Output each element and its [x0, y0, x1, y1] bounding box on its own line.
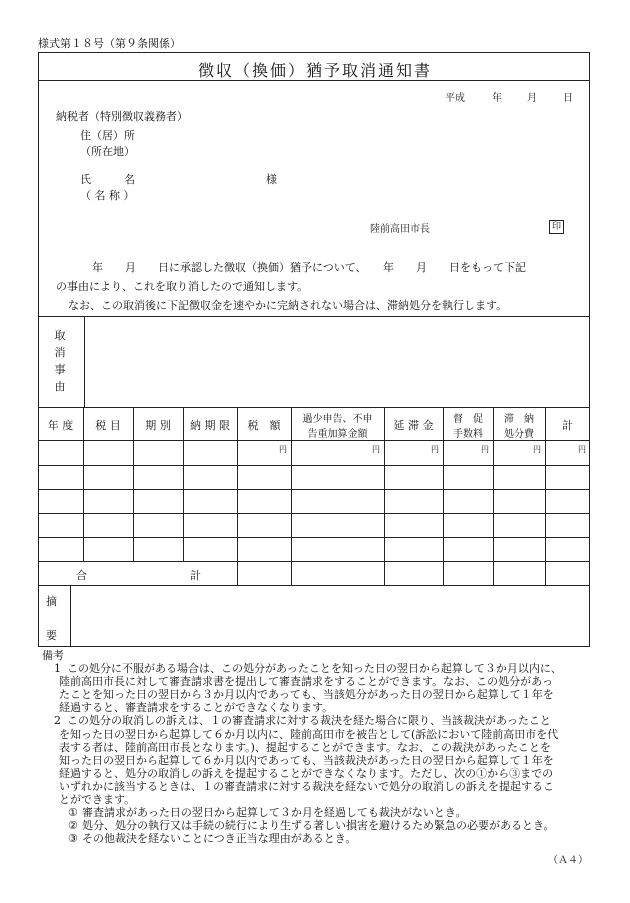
name-label: 氏 名 [80, 173, 135, 186]
header-disposition-cost-line-1: 滞 納 [504, 414, 534, 425]
paper-size: （Ａ４） [548, 855, 588, 866]
date-era: 平成 [445, 93, 465, 104]
header-disposition-cost-line-2: 処分費 [504, 429, 534, 440]
table-header-bottom-line [38, 440, 590, 441]
reason-label-char: 消 [54, 346, 66, 359]
date-day-label: 日 [563, 93, 573, 104]
note-line: 知った日の翌日から起算して６か月以内であっても、当該裁決があった日の翌日から起算して１年を [59, 753, 554, 767]
remarks-divider [70, 585, 71, 646]
note-line: 経過すると、審査請求をすることができなくなります。 [59, 701, 334, 715]
body-line-1: 年 月 日に承認した徴収（換価）猶予について、 年 月 日をもって下記 [92, 261, 527, 274]
subitem-text: 処分、処分の執行又は手続の続行により生ずる著しい損害を避けるため緊急の必要があるとき。 [82, 819, 555, 833]
table-row-line [38, 513, 590, 514]
address-label: 住（居）所 [80, 129, 135, 142]
note-line: 表する者は、陸前高田市長となります。)、提起することができます。なお、この裁決があったことを [59, 740, 551, 754]
table-row-line [38, 537, 590, 538]
remarks-label-char: 摘 [46, 595, 57, 608]
yen-unit: 円 [533, 445, 541, 454]
note-line: いずれかに該当するときは、１の審査請求に対する裁決を経ないで処分の取消しの訴えを提起するこ [59, 779, 554, 793]
subitem-number: ① [68, 806, 78, 820]
yen-unit: 円 [481, 445, 489, 454]
notes-heading: 備考 [42, 649, 64, 662]
yen-unit: 円 [372, 445, 380, 454]
header-penalty-line-1: 過少申告、不申 [302, 414, 373, 425]
reason-top-line [38, 316, 590, 317]
title-divider [38, 80, 590, 81]
notes-section [44, 649, 592, 845]
subitem-text: 審査請求があった日の翌日から起算して３か月を経過しても裁決がないとき。 [82, 806, 467, 820]
address-sub-label: （所在地） [80, 145, 135, 158]
header-delinquency-charge: 延 滞 金 [393, 419, 434, 432]
subitem-number: ② [68, 819, 78, 833]
header-due-date: 納 期 限 [190, 419, 230, 432]
seal-mark: 印 [549, 220, 564, 234]
header-tax-item: 税 目 [95, 419, 121, 432]
reason-label-char: 取 [54, 329, 66, 342]
table-row-line [38, 465, 590, 466]
body-line-2: の事由により、これを取り消したので通知します。 [56, 280, 309, 293]
reason-divider [84, 316, 85, 407]
col-divider [384, 407, 385, 585]
yen-unit: 円 [578, 445, 586, 454]
form-number: 様式第１８号（第９条関係） [38, 37, 181, 50]
date-year-label: 年 [492, 93, 502, 104]
note-subitem-1 [58, 806, 592, 819]
note-line: たことを知った日の翌日から３か月以内であっても、当該処分があった日の翌日から起算して１年を [59, 688, 554, 702]
note-subitem-3 [58, 832, 592, 845]
header-demand-fee-line-1: 督 促 [453, 414, 483, 425]
note-line: を知った日の翌日から起算して６か月以内に、陸前高田市を被告として(訴訟において陸前高田市を代 [59, 727, 559, 741]
taxpayer-heading: 納税者（特別徴収義務者） [56, 110, 188, 123]
note-line: 経過すると、処分の取消しの訴えを提起することができなくなります。ただし、次の①から③までの [59, 766, 554, 780]
note-line: この処分の取消しの訴えは、１の審査請求に対する裁決を経た場合に限り、当該裁決があったこと [67, 714, 551, 728]
reason-label [50, 327, 70, 395]
issuer-name: 陸前高田市長 [370, 224, 430, 235]
note-item-1 [54, 662, 592, 714]
note-subitem-2 [58, 819, 592, 832]
header-penalty-line-2: 告重加算金額 [307, 429, 368, 440]
subitem-text: その他裁決を経ないことにつき正当な理由があるとき。 [82, 832, 357, 846]
table-top-line [38, 407, 590, 408]
header-tax-amount: 税 額 [247, 419, 281, 432]
body-line-3: なお、この取消後に下記徴収金を速やかに完納されない場合は、滞納処分を執行します。 [68, 299, 508, 312]
note-line: 陸前高田市長に対して審査請求書を提出して審査請求をすることができます。なお、この処分があっ [59, 675, 554, 689]
name-sub-label: （ 名 称 ） [80, 189, 135, 202]
total-label-left: 合 [76, 569, 87, 582]
header-total: 計 [562, 419, 573, 432]
honorific: 様 [266, 173, 277, 186]
total-label-right: 計 [190, 569, 201, 582]
total-row-bottom-line [38, 585, 590, 586]
header-fiscal-year: 年 度 [47, 419, 74, 432]
note-item-2 [54, 714, 592, 806]
yen-unit: 円 [431, 445, 439, 454]
date-month-label: 月 [527, 93, 537, 104]
note-number: 2 [54, 714, 61, 728]
table-row-line [38, 561, 590, 562]
yen-unit: 円 [279, 445, 287, 454]
note-line: この処分に不服がある場合は、この処分があったことを知った日の翌日から起算して３か月以内に、 [67, 662, 562, 676]
subitem-number: ③ [68, 832, 78, 846]
note-number: 1 [54, 662, 61, 676]
header-period: 期 別 [145, 419, 171, 432]
header-demand-fee-line-2: 手数料 [453, 429, 483, 440]
table-row-line [38, 489, 590, 490]
note-line: とができます。 [59, 793, 136, 807]
col-divider [545, 407, 546, 585]
reason-label-char: 事 [54, 363, 66, 376]
col-divider [237, 407, 238, 585]
document-title: 徴収（換価）猶予取消通知書 [197, 61, 432, 80]
reason-label-char: 由 [54, 380, 66, 393]
remarks-label-char: 要 [46, 629, 57, 642]
